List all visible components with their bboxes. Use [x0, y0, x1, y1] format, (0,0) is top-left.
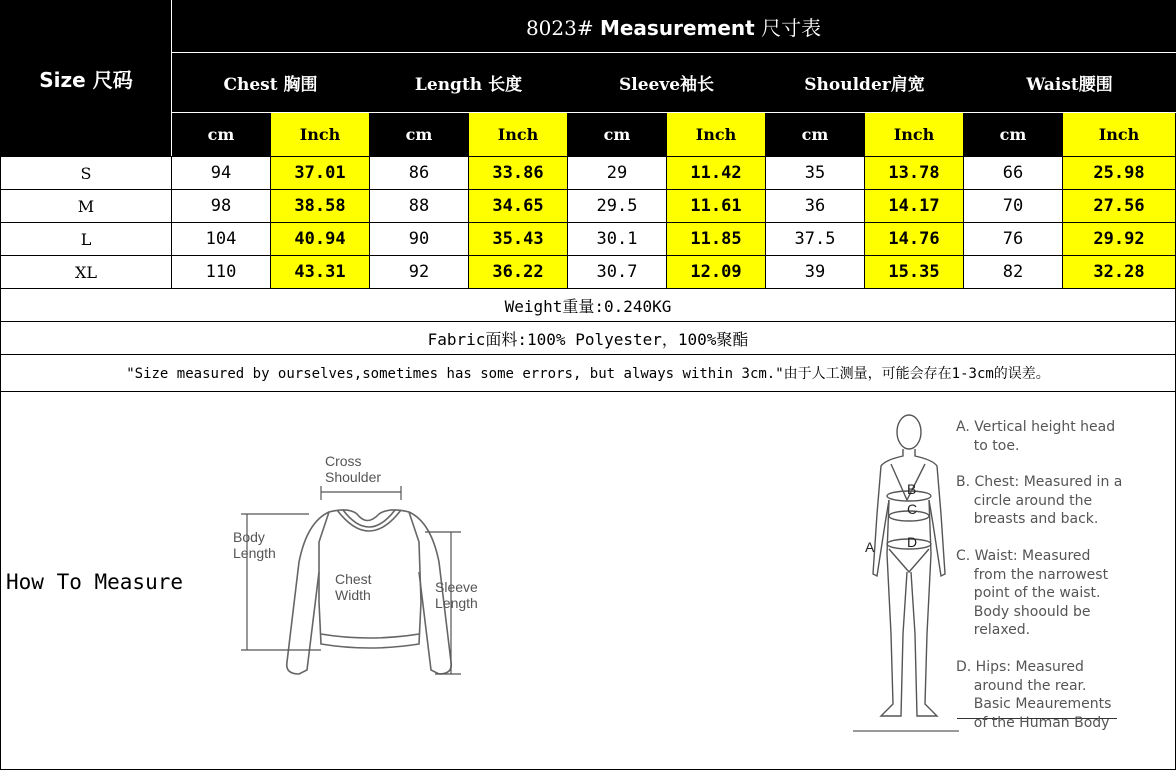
size-cell: L	[1, 223, 172, 256]
chest-cm-cell: 104	[172, 223, 271, 256]
annotation-c	[956, 547, 1126, 640]
size-column-header: Size 尺码	[1, 1, 172, 157]
unit-cm: cm	[370, 113, 469, 157]
unit-inch: Inch	[667, 113, 766, 157]
length-inch-cell: 36.22	[469, 256, 568, 289]
point-c-label: C	[907, 501, 918, 517]
length-cm-cell: 92	[370, 256, 469, 289]
chest-width-line1: Chest	[335, 571, 372, 587]
sweater-diagram	[229, 452, 499, 696]
chest-width-label	[335, 571, 375, 603]
body-length-label	[233, 529, 276, 561]
unit-cm: cm	[964, 113, 1063, 157]
shoulder-inch-cell: 13.78	[865, 157, 964, 190]
unit-inch: Inch	[271, 113, 370, 157]
table-row	[1, 223, 1176, 256]
annotation-a	[956, 418, 1126, 455]
waist-inch-cell: 29.92	[1063, 223, 1176, 256]
body-length-line1: Body	[233, 529, 265, 545]
unit-inch: Inch	[865, 113, 964, 157]
chart-title	[172, 1, 1176, 53]
waist-cm-cell: 82	[964, 256, 1063, 289]
length-inch-cell: 35.43	[469, 223, 568, 256]
chest-width-line2: Width	[335, 587, 371, 603]
annotation-a-text: A. Vertical height head to toe.	[956, 419, 1116, 454]
waist-inch-cell: 27.56	[1063, 190, 1176, 223]
shoulder-cm-cell: 35	[766, 157, 865, 190]
unit-inch: Inch	[1063, 113, 1176, 157]
group-header-waist: Waist腰围	[964, 53, 1176, 113]
sleeve-length-label	[435, 579, 482, 611]
chest-inch-cell: 43.31	[271, 256, 370, 289]
chest-inch-cell: 38.58	[271, 190, 370, 223]
shoulder-cm-cell: 37.5	[766, 223, 865, 256]
shoulder-inch-cell: 14.76	[865, 223, 964, 256]
sweater-illustration	[229, 452, 499, 692]
length-cm-cell: 90	[370, 223, 469, 256]
cross-shoulder-line2: Shoulder	[325, 469, 382, 485]
sleeve-length-line1: Sleeve	[435, 579, 478, 595]
shoulder-cm-cell: 36	[766, 190, 865, 223]
fabric-row: Fabric面料:100% Polyester，100%聚酯	[1, 322, 1176, 355]
size-cell: M	[1, 190, 172, 223]
title-cn: 尺寸表	[761, 16, 822, 40]
chest-inch-cell: 37.01	[271, 157, 370, 190]
unit-cm: cm	[172, 113, 271, 157]
cross-shoulder-label	[325, 453, 381, 485]
table-row	[1, 256, 1176, 289]
length-cm-cell: 88	[370, 190, 469, 223]
size-cell: S	[1, 157, 172, 190]
sleeve-cm-cell: 29.5	[568, 190, 667, 223]
waist-inch-cell: 32.28	[1063, 256, 1176, 289]
unit-inch: Inch	[469, 113, 568, 157]
group-header-chest: Chest 胸围	[172, 53, 370, 113]
waist-cm-cell: 70	[964, 190, 1063, 223]
shoulder-inch-cell: 15.35	[865, 256, 964, 289]
point-d-label: D	[907, 534, 918, 550]
body-length-line2: Length	[233, 545, 276, 561]
point-a-label: A	[865, 539, 875, 555]
sleeve-inch-cell: 11.42	[667, 157, 766, 190]
how-to-measure-label: How To Measure	[6, 570, 184, 594]
measurement-note: "Size measured by ourselves,sometimes has some errors, but always within 3cm."由于人工测量，可能会存在1-3cm的误差。	[1, 355, 1176, 392]
title-measurement: Measurement	[599, 16, 755, 40]
chest-inch-cell: 40.94	[271, 223, 370, 256]
annotation-d	[956, 658, 1126, 732]
sleeve-length-line2: Length	[435, 595, 478, 611]
waist-cm-cell: 76	[964, 223, 1063, 256]
length-inch-cell: 34.65	[469, 190, 568, 223]
sleeve-inch-cell: 11.61	[667, 190, 766, 223]
shoulder-inch-cell: 14.17	[865, 190, 964, 223]
how-to-measure-panel	[0, 392, 1176, 770]
shoulder-cm-cell: 39	[766, 256, 865, 289]
chest-cm-cell: 94	[172, 157, 271, 190]
sleeve-cm-cell: 30.7	[568, 256, 667, 289]
size-cell: XL	[1, 256, 172, 289]
body-outline-illustration	[851, 404, 961, 734]
group-header-length: Length 长度	[370, 53, 568, 113]
cross-shoulder-line1: Cross	[325, 453, 362, 469]
annotation-b-text: B. Chest: Measured in a circle around the breasts and back.	[956, 474, 1123, 527]
group-header-shoulder: Shoulder肩宽	[766, 53, 964, 113]
group-header-sleeve: Sleeve袖长	[568, 53, 766, 113]
length-cm-cell: 86	[370, 157, 469, 190]
product-code: 8023#	[525, 16, 594, 40]
sleeve-cm-cell: 30.1	[568, 223, 667, 256]
table-row	[1, 190, 1176, 223]
waist-cm-cell: 66	[964, 157, 1063, 190]
sleeve-inch-cell: 11.85	[667, 223, 766, 256]
unit-cm: cm	[766, 113, 865, 157]
chest-cm-cell: 110	[172, 256, 271, 289]
sleeve-inch-cell: 12.09	[667, 256, 766, 289]
chest-cm-cell: 98	[172, 190, 271, 223]
annotation-b	[956, 473, 1126, 529]
weight-row: Weight重量:0.240KG	[1, 289, 1176, 322]
length-inch-cell: 33.86	[469, 157, 568, 190]
annotation-c-text: C. Waist: Measured from the narrowest point of the waist. Body shoould be relaxed.	[956, 548, 1109, 638]
sleeve-cm-cell: 29	[568, 157, 667, 190]
body-measurement-figure	[851, 404, 961, 738]
waist-inch-cell: 25.98	[1063, 157, 1176, 190]
unit-cm: cm	[568, 113, 667, 157]
table-row	[1, 157, 1176, 190]
annotation-d-text: D. Hips: Measured around the rear. Basic Meaurements of the Human Body	[956, 659, 1112, 731]
point-b-label: B	[907, 481, 917, 497]
